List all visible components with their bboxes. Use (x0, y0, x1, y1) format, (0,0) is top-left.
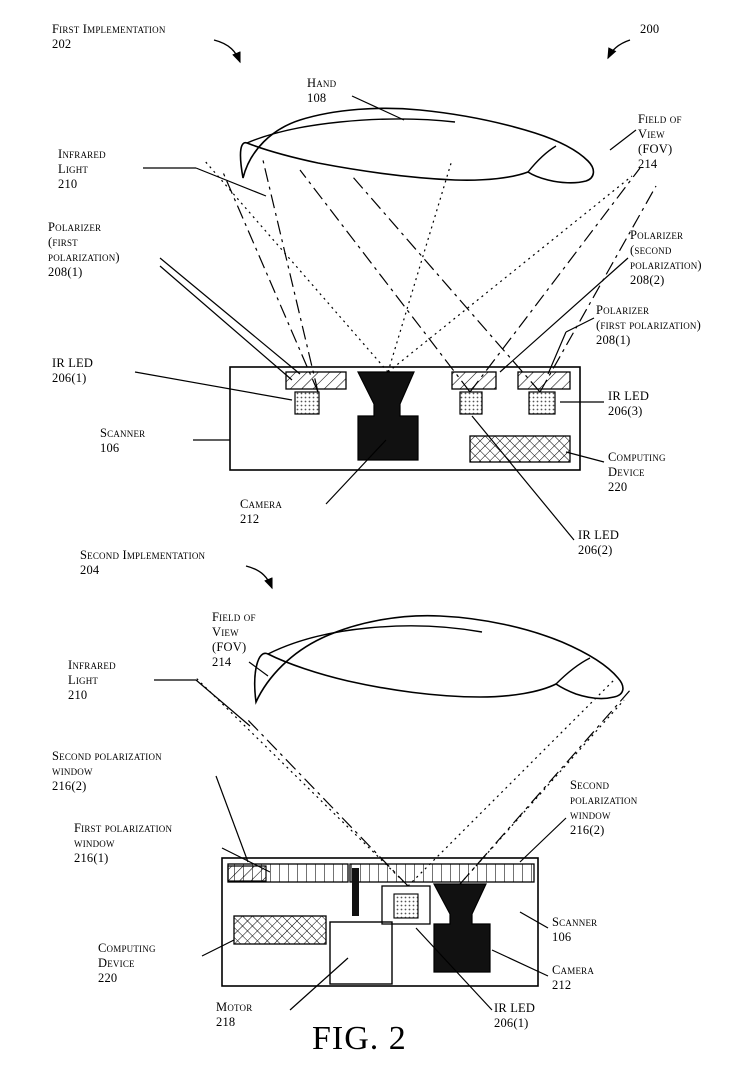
callout-line: 106 (552, 930, 572, 944)
callout-line: window (570, 808, 611, 822)
figure-caption: FIG. 2 (312, 1020, 407, 1057)
callout-polarizer-first-2 (596, 303, 746, 348)
callout-line: Camera (240, 497, 283, 511)
callout-line: 210 (68, 688, 88, 702)
callout-line: IR LED (52, 356, 94, 370)
callout-line: Polarizer (630, 228, 684, 242)
callout-ir-led-2 (578, 528, 658, 558)
callout-line: 210 (58, 177, 78, 191)
callout-line: 200 (640, 22, 660, 36)
callout-line: (FOV) (638, 142, 673, 156)
callout-line: Field of (638, 112, 682, 126)
callout-second-polarization-window-right (570, 778, 690, 838)
callout-line: 218 (216, 1015, 236, 1029)
callout-field-of-view-2 (212, 610, 292, 670)
callout-line: 216(2) (570, 823, 605, 837)
callout-line: 202 (52, 37, 72, 51)
callout-line: 214 (212, 655, 232, 669)
callout-infrared-light-1 (58, 147, 140, 192)
callout-line: 216(1) (74, 851, 109, 865)
callout-scanner-2 (552, 915, 642, 945)
callout-ir-led-1 (52, 356, 132, 386)
callout-line: Infrared (58, 147, 106, 161)
callout-line: 212 (240, 512, 260, 526)
callout-line: window (52, 764, 93, 778)
callout-line: Computing (608, 450, 666, 464)
callout-line: (first polarization) (596, 318, 701, 332)
callout-line: 206(1) (52, 371, 87, 385)
callout-line: (second (630, 243, 672, 257)
callout-line: 216(2) (52, 779, 87, 793)
callout-line: 208(1) (596, 333, 631, 347)
callout-computing-device-2 (98, 941, 198, 986)
callout-first-polarization-window (74, 821, 219, 866)
callout-field-of-view-1 (638, 112, 728, 172)
callout-line: Device (98, 956, 135, 970)
callout-line: Camera (552, 963, 595, 977)
callout-line: 206(2) (578, 543, 613, 557)
callout-line: polarization) (630, 258, 702, 272)
callout-line: 108 (307, 91, 327, 105)
callout-second-polarization-window-left (52, 749, 212, 794)
callout-line: 206(3) (608, 404, 643, 418)
callout-infrared-light-2 (68, 658, 150, 703)
callout-second-implementation (80, 548, 280, 578)
callout-line: IR LED (578, 528, 620, 542)
callout-line: (FOV) (212, 640, 247, 654)
callout-line: (first (48, 235, 78, 249)
callout-line: Light (68, 673, 99, 687)
callout-line: 208(2) (630, 273, 665, 287)
callout-line: Polarizer (596, 303, 650, 317)
callout-line: polarization (570, 793, 638, 807)
callout-line: 208(1) (48, 265, 83, 279)
callout-line: 206(1) (494, 1016, 529, 1030)
callout-line: Scanner (552, 915, 598, 929)
callout-camera-2 (552, 963, 636, 993)
callout-line: Field of (212, 610, 256, 624)
callout-line: 106 (100, 441, 120, 455)
callout-line: Second Implementation (80, 548, 206, 562)
callout-ref-200 (640, 22, 690, 37)
callout-line: 220 (98, 971, 118, 985)
callout-line: View (638, 127, 665, 141)
callout-line: 214 (638, 157, 658, 171)
callout-line: First polarization (74, 821, 173, 835)
callout-line: Infrared (68, 658, 116, 672)
callout-first-implementation (52, 22, 222, 52)
callout-line: Computing (98, 941, 156, 955)
callout-line: Polarizer (48, 220, 102, 234)
callout-camera-1 (240, 497, 324, 527)
callout-polarizer-second (630, 228, 748, 288)
callout-line: View (212, 625, 239, 639)
callout-line: IR LED (494, 1001, 536, 1015)
callout-line: 220 (608, 480, 628, 494)
callout-ir-led-1-bottom (494, 1001, 574, 1031)
callout-line: Second polarization (52, 749, 162, 763)
callout-computing-device-1 (608, 450, 704, 495)
callout-line: Light (58, 162, 89, 176)
callout-line: Scanner (100, 426, 146, 440)
callout-hand (307, 76, 377, 106)
callout-line: Device (608, 465, 645, 479)
callout-line: polarization) (48, 250, 120, 264)
callout-line: Second (570, 778, 610, 792)
callout-scanner-1 (100, 426, 190, 456)
callout-line: Hand (307, 76, 337, 90)
callout-line: 204 (80, 563, 100, 577)
callout-ir-led-3 (608, 389, 688, 419)
callout-line: window (74, 836, 115, 850)
callout-polarizer-first-1 (48, 220, 158, 280)
callout-line: IR LED (608, 389, 650, 403)
callout-motor (216, 1000, 286, 1030)
callout-line: Motor (216, 1000, 253, 1014)
callout-line: First Implementation (52, 22, 166, 36)
callout-line: 212 (552, 978, 572, 992)
